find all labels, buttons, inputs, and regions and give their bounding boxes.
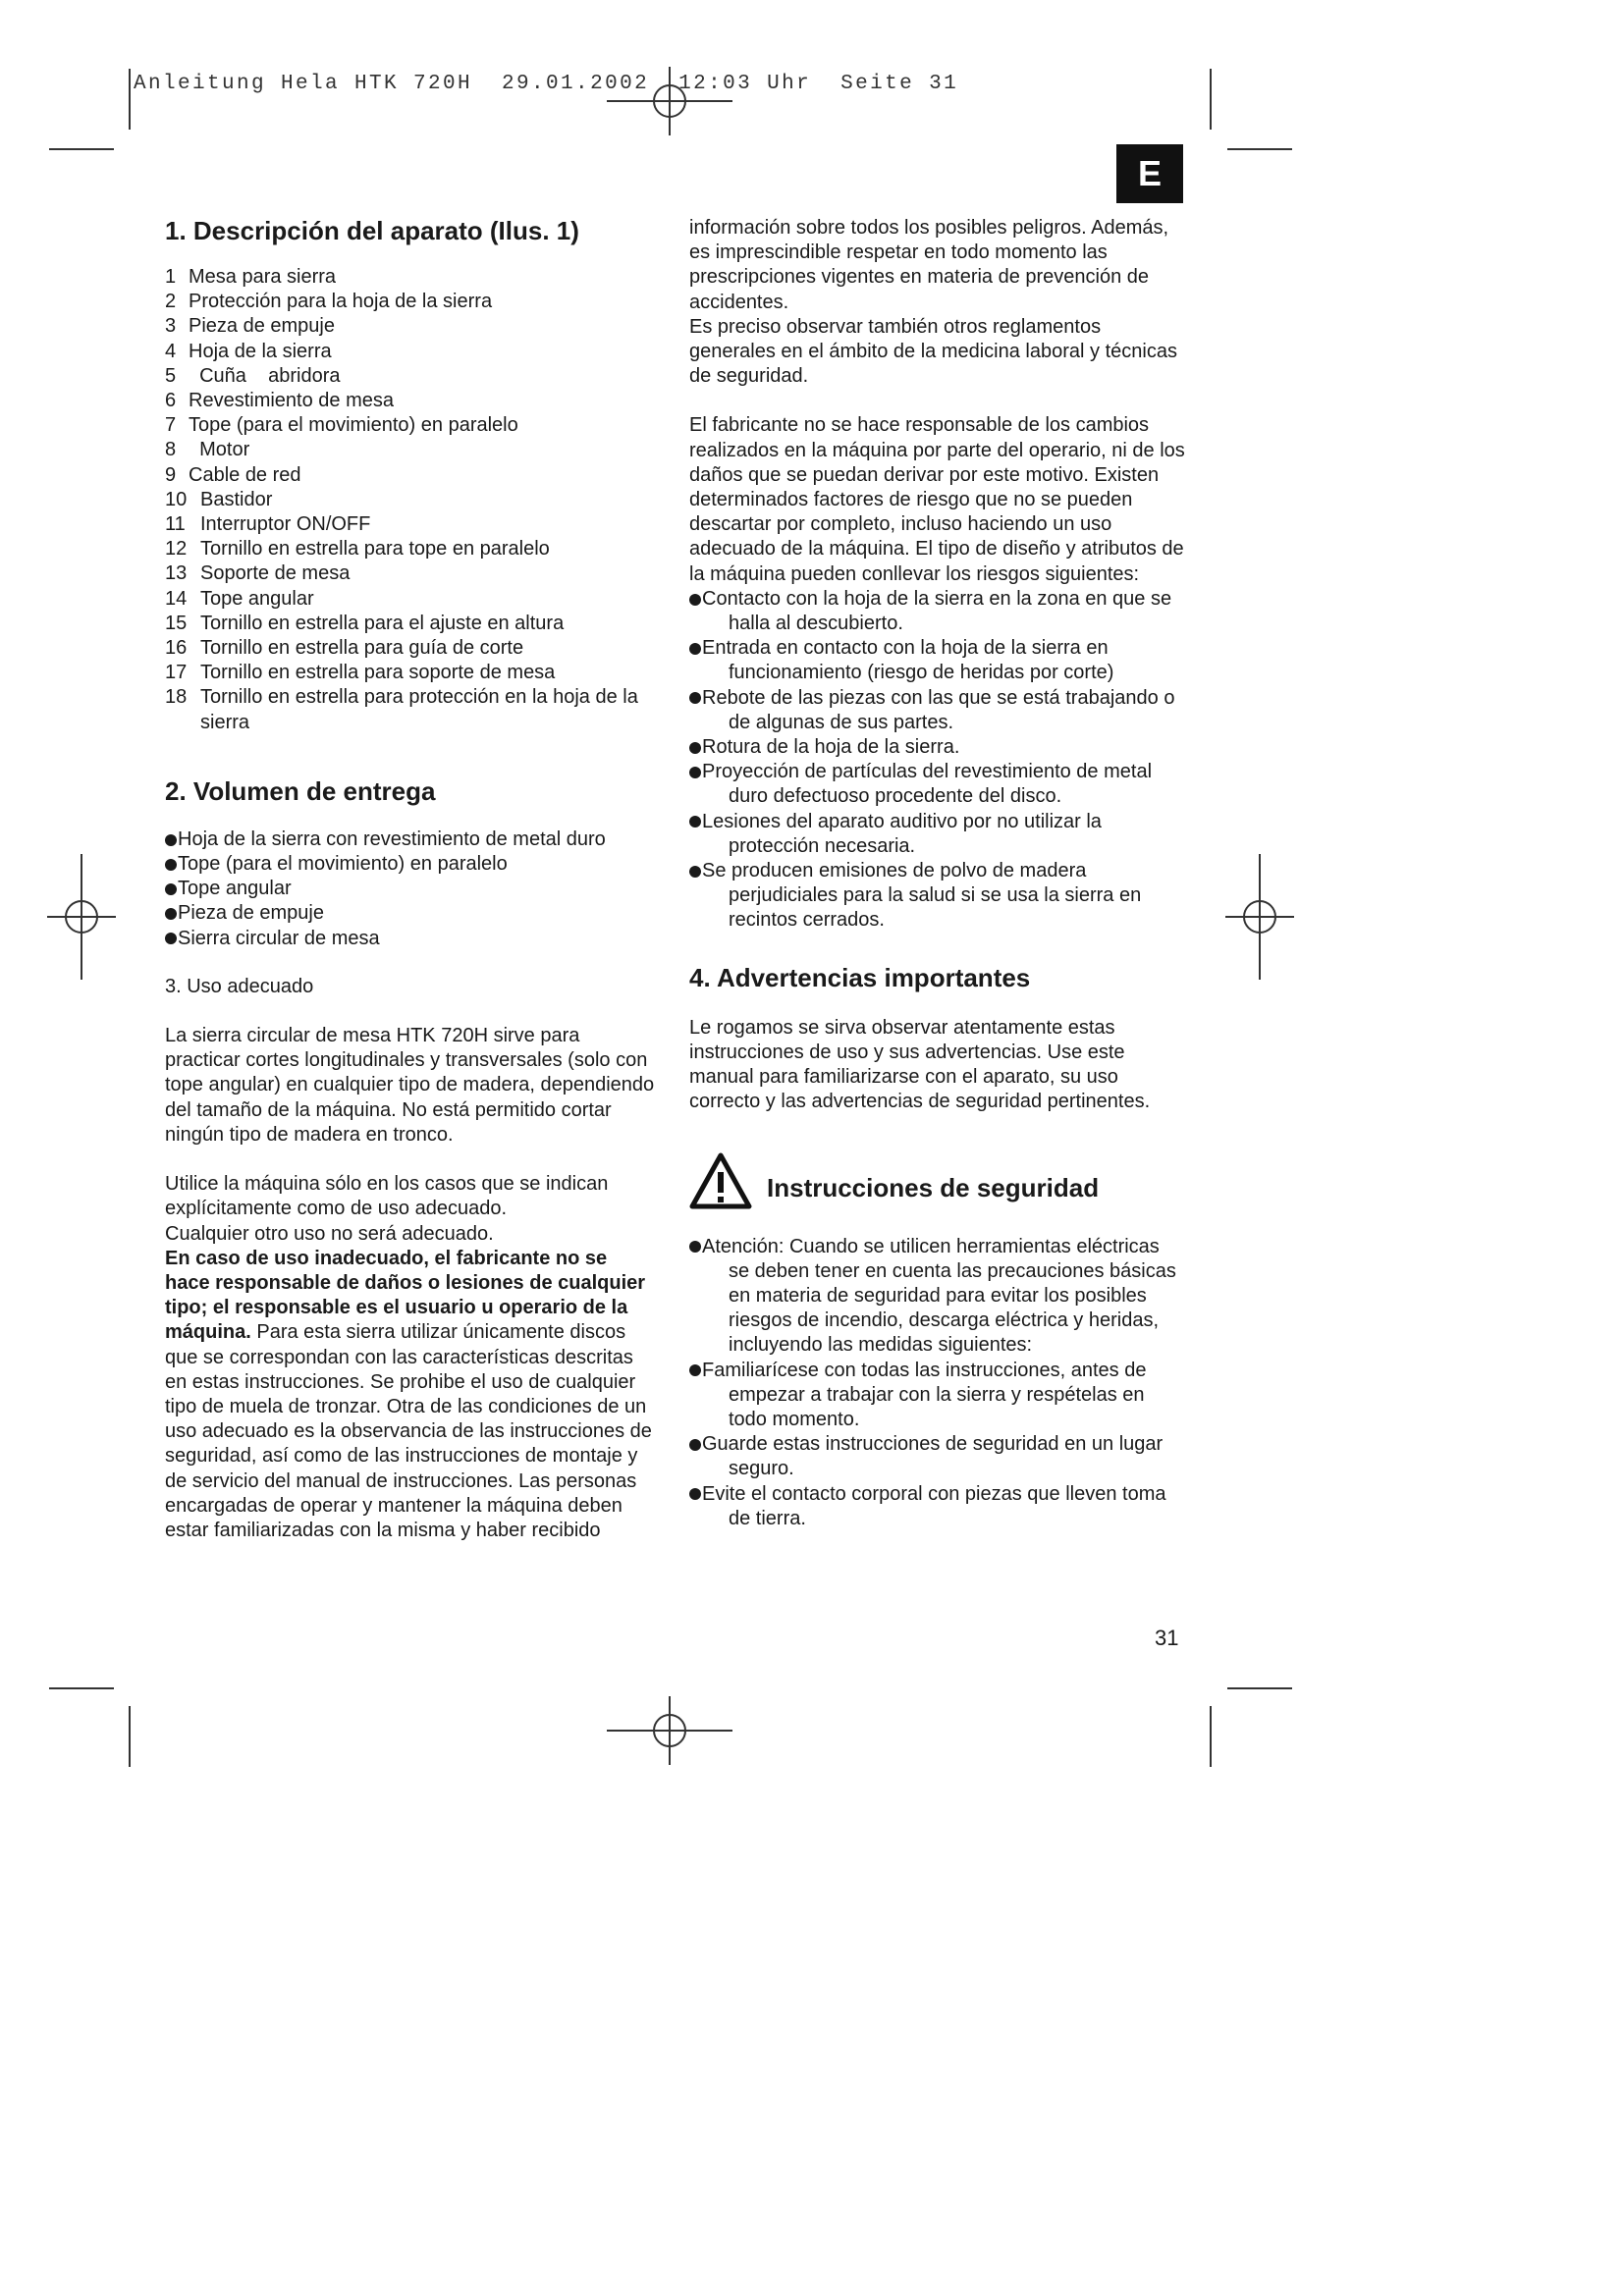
section-title-safety: Instrucciones de seguridad xyxy=(767,1172,1100,1202)
list-item: 11 Interruptor ON/OFF xyxy=(165,513,371,536)
crop-mark xyxy=(129,69,131,130)
crop-mark xyxy=(129,1706,131,1767)
list-item: Lesiones del aparato auditivo por no utilizar la protección necesaria. xyxy=(689,810,1185,859)
list-item: Sierra circular de mesa xyxy=(165,927,656,951)
bullet-icon xyxy=(689,1439,701,1451)
safety-heading xyxy=(689,1152,1185,1209)
bullet-icon xyxy=(689,594,701,606)
bullet-icon xyxy=(689,643,701,655)
left-column xyxy=(165,216,656,1543)
bullet-icon xyxy=(689,1488,701,1500)
bullet-icon xyxy=(689,1241,701,1253)
risk-list xyxy=(689,587,1185,934)
list-item: 12 Tornillo en estrella para tope en paralelo xyxy=(165,538,550,561)
bullet-icon xyxy=(165,908,177,920)
list-item: Se producen emisiones de polvo de madera perjudiciales para la salud si se usa la sierra en recintos cerrados. xyxy=(689,859,1185,934)
crop-mark xyxy=(49,1687,114,1689)
right-column xyxy=(689,216,1185,1531)
registration-mark-icon xyxy=(607,67,732,135)
paragraph: El fabricante no se hace responsable de los cambios realizados en la máquina por parte del operario, ni de los daños que se puedan derivar por este motivo. Existen determinados factores de riesgo que no se pueden descartar por completo, incluso haciendo un uso adecuado de la máquina. El tipo de diseño y atributos de la máquina pueden conllevar los riesgos siguientes: xyxy=(689,414,1185,585)
list-item: 10 Bastidor xyxy=(165,488,273,510)
bullet-icon xyxy=(689,816,701,828)
language-badge: E xyxy=(1116,144,1183,203)
delivery-list xyxy=(165,828,656,951)
bullet-icon xyxy=(165,883,177,895)
registration-mark-icon xyxy=(607,1696,732,1765)
list-item: 6 Revestimiento de mesa xyxy=(165,390,394,412)
paragraph: En caso de uso inadecuado, el fabricante no se hace responsable de daños o lesiones de cualquier tipo; el responsable es el usuario u operario de la máquina. Para esta sierra utilizar únicamente discos que se correspondan con las características descritas en estas instrucciones. Se prohibe el uso de cualquier tipo de muela de tronzar. Otra de las condiciones de un uso adecuado es la observancia de las instrucciones de seguridad, así como de las instrucciones de montaje y de servicio del manual de instrucciones. Las personas encargadas de operar y mantener la máquina deben estar familiarizadas con la misma y haber recibido xyxy=(165,1247,652,1541)
paragraph: Cualquier otro uso no será adecuado. xyxy=(165,1222,494,1245)
list-item: Contacto con la hoja de la sierra en la zona en que se halla al descubierto. xyxy=(689,587,1185,636)
paragraph: información sobre todos los posibles peligros. Además, es imprescindible respetar en todo momento las prescripciones vigentes en materia de prevención de accidentes. xyxy=(689,217,1169,313)
list-item: Atención: Cuando se utilicen herramientas eléctricas se deben tener en cuenta las precauciones básicas en materia de seguridad para evitar los posibles riesgos de incendio, descarga eléctrica y heridas, incluyendo las medidas siguientes: xyxy=(689,1235,1185,1359)
list-item: Tope angular xyxy=(165,877,656,901)
bullet-icon xyxy=(689,692,701,704)
list-item: Pieza de empuje xyxy=(165,901,656,926)
list-item: Rebote de las piezas con las que se está trabajando o de algunas de sus partes. xyxy=(689,686,1185,735)
list-item: 4 Hoja de la sierra xyxy=(165,340,332,362)
list-item: 5 Cuña abridora xyxy=(165,364,341,387)
list-item: 17 Tornillo en estrella para soporte de mesa xyxy=(165,662,556,684)
list-item: Guarde estas instrucciones de seguridad en un lugar seguro. xyxy=(689,1432,1185,1481)
list-item: 8 Motor xyxy=(165,439,250,461)
list-item: 14 Tope angular xyxy=(165,587,314,610)
page-number: 31 xyxy=(1155,1626,1179,1650)
list-item: 16 Tornillo en estrella para guía de corte xyxy=(165,637,524,660)
paragraph: Es preciso observar también otros reglamentos generales en el ámbito de la medicina laboral y técnicas de seguridad. xyxy=(689,315,1177,388)
list-item: Tope (para el movimiento) en paralelo xyxy=(165,852,656,877)
paragraph: Utilice la máquina sólo en los casos que se indican explícitamente como de uso adecuado. xyxy=(165,1173,609,1220)
list-item: 15 Tornillo en estrella para el ajuste en altura xyxy=(165,612,565,634)
list-item: Entrada en contacto con la hoja de la sierra en funcionamiento (riesgo de heridas por corte) xyxy=(689,636,1185,685)
bullet-icon xyxy=(165,933,177,944)
list-item: 7 Tope (para el movimiento) en paralelo xyxy=(165,414,518,437)
list-item: Familiarícese con todas las instrucciones, antes de empezar a trabajar con la sierra y respételas en todo momento. xyxy=(689,1359,1185,1433)
bullet-icon xyxy=(165,859,177,871)
parts-list xyxy=(165,265,656,735)
list-item: 3 Pieza de empuje xyxy=(165,315,335,338)
paragraph: Le rogamos se sirva observar atentamente estas instrucciones de uso y sus advertencias. Use este manual para familiarizarse con el aparato, su uso correcto y las advertencias de seguridad pertinentes. xyxy=(689,1016,1151,1113)
bullet-icon xyxy=(689,1364,701,1376)
warning-triangle-icon xyxy=(689,1152,752,1209)
crop-mark xyxy=(1210,1706,1212,1767)
print-slug: Anleitung Hela HTK 720H 29.01.2002 12:03 Uhr Seite 31 xyxy=(134,73,959,95)
list-item: 13 Soporte de mesa xyxy=(165,562,351,585)
registration-mark-icon xyxy=(1225,854,1294,980)
bullet-icon xyxy=(689,866,701,878)
bullet-icon xyxy=(165,834,177,846)
list-item: Evite el contacto corporal con piezas que lleven toma de tierra. xyxy=(689,1482,1185,1531)
section-title-delivery: 2. Volumen de entrega xyxy=(165,775,436,806)
bullet-icon xyxy=(689,767,701,778)
safety-list xyxy=(689,1235,1185,1531)
list-item: 18 Tornillo en estrella para protección en la hoja de la sierra xyxy=(165,686,638,733)
crop-mark xyxy=(49,148,114,150)
crop-mark xyxy=(1227,148,1292,150)
list-item: Hoja de la sierra con revestimiento de metal duro xyxy=(165,828,656,852)
list-item: 9 Cable de red xyxy=(165,463,301,486)
section-title-description: 1. Descripción del aparato (Ilus. 1) xyxy=(165,216,579,245)
section-title-warnings: 4. Advertencias importantes xyxy=(689,962,1031,992)
crop-mark xyxy=(1210,69,1212,130)
bold-notice: En caso de uso inadecuado, el fabricante no se hace responsable de daños o lesiones de cualquier tipo; el responsable es el usuario u operario de la máquina. xyxy=(165,1247,646,1344)
list-item: Rotura de la hoja de la sierra. xyxy=(689,735,1185,760)
list-item: 2 Protección para la hoja de la sierra xyxy=(165,291,493,313)
bullet-icon xyxy=(689,742,701,754)
paragraph: La sierra circular de mesa HTK 720H sirve para practicar cortes longitudinales y transversales (solo con tope angular) en cualquier tipo de madera, dependiendo del tamaño de la máquina. No está permitido cortar ningún tipo de madera en tronco. xyxy=(165,1025,655,1146)
section-title-intended-use: 3. Uso adecuado xyxy=(165,975,314,997)
list-item: 1 Mesa para sierra xyxy=(165,266,337,288)
registration-mark-icon xyxy=(47,854,116,980)
list-item: Proyección de partículas del revestimiento de metal duro defectuoso procedente del disco. xyxy=(689,760,1185,809)
crop-mark xyxy=(1227,1687,1292,1689)
